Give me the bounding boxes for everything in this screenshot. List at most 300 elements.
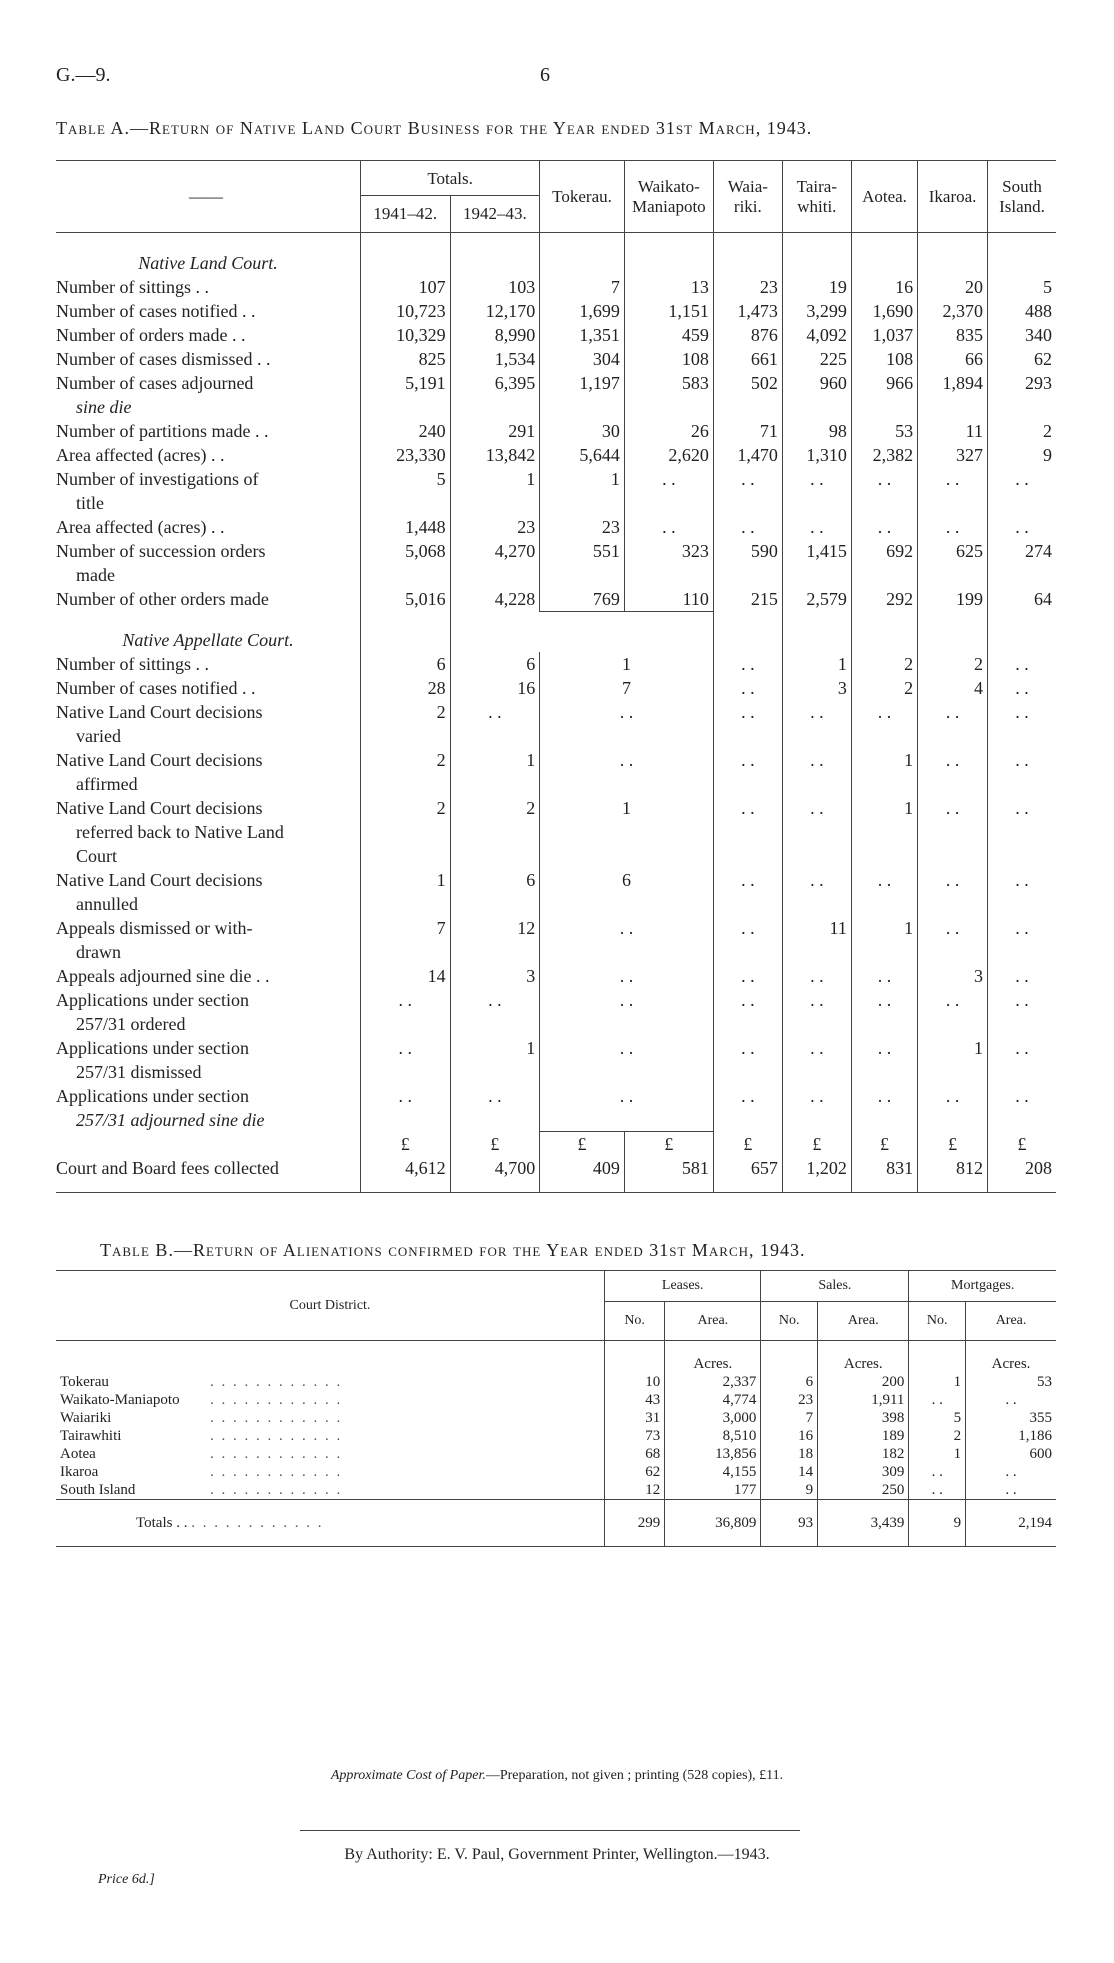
cell: 5,016 <box>361 587 451 612</box>
district-name: Ikaroa . . . . . . . . . . . . <box>60 1464 343 1480</box>
cell: . . <box>966 1481 1056 1500</box>
cell: 2,337 <box>665 1373 761 1391</box>
col-header-tokerau: Tokerau. <box>540 161 625 233</box>
table-row <box>56 587 1056 612</box>
table-b <box>56 1270 1056 1547</box>
cell: . . <box>713 916 782 964</box>
cell: 4,774 <box>665 1391 761 1409</box>
fees-ikaroa: 812 <box>918 1156 988 1193</box>
cell: 200 <box>818 1373 909 1391</box>
cell: . . <box>782 1036 851 1084</box>
cell: 1,197 <box>540 371 625 419</box>
cell: . . <box>918 467 988 515</box>
cell: 2 <box>450 796 540 868</box>
cell: 8,990 <box>450 323 540 347</box>
cell: . . <box>988 515 1057 539</box>
cell: 2,579 <box>782 587 851 612</box>
fees-waikato: 581 <box>624 1156 713 1193</box>
cell: . . <box>966 1391 1056 1409</box>
col-header-1942-43: 1942–43. <box>450 196 540 233</box>
table-row <box>56 652 1056 676</box>
cell: 398 <box>818 1409 909 1427</box>
cell: 23 <box>540 515 625 539</box>
table-b-title-prefix: Table B. <box>100 1240 174 1260</box>
cell: . . <box>988 748 1057 796</box>
fees-1941-42: 4,612 <box>361 1156 451 1193</box>
cell: 769 <box>540 587 625 612</box>
cell: 107 <box>361 275 451 299</box>
cell: 10,723 <box>361 299 451 323</box>
acres-unit: Acres. <box>818 1341 909 1374</box>
table-row <box>56 964 1056 988</box>
cell: . . <box>851 1084 917 1132</box>
fees-tairawhiti: 1,202 <box>782 1156 851 1193</box>
cell: 62 <box>988 347 1057 371</box>
cell: . . <box>713 515 782 539</box>
cell: 4,092 <box>782 323 851 347</box>
total-sales-no: 93 <box>761 1500 818 1547</box>
total-leases-area: 36,809 <box>665 1500 761 1547</box>
table-a-title-prefix: Table A. <box>56 118 130 138</box>
cell: . . <box>909 1481 966 1500</box>
row-label: Number of succession orders made <box>56 541 266 585</box>
cell: . . <box>540 748 714 796</box>
cell: 291 <box>450 419 540 443</box>
cell: 11 <box>918 419 988 443</box>
cost-label: Approximate Cost of Paper. <box>330 1768 486 1783</box>
cell: 7 <box>540 275 625 299</box>
pound-sign: £ <box>361 1132 451 1157</box>
table-row <box>56 988 1056 1036</box>
row-label: Number of orders made . . <box>56 325 246 345</box>
cell: . . <box>851 988 917 1036</box>
authority-line: By Authority: E. V. Paul, Government Printer, Wellington.—1943. <box>344 1846 770 1863</box>
cell: 8,510 <box>665 1427 761 1445</box>
row-label: Native Land Court decisions varied <box>56 701 263 746</box>
cell: 108 <box>624 347 713 371</box>
cost-note <box>0 1768 1114 1784</box>
row-label: Number of cases dismissed . . <box>56 349 271 369</box>
totals-label: Totals . . . . . . . . . . . . . . <box>136 1515 324 1531</box>
cell: 4,228 <box>450 587 540 612</box>
cell: 1 <box>450 748 540 796</box>
cell: 5 <box>988 275 1057 299</box>
acres-unit: Acres. <box>966 1341 1056 1374</box>
cell: 199 <box>918 587 988 612</box>
cell: 1 <box>851 796 917 868</box>
cell: 1 <box>540 652 714 676</box>
cell: 53 <box>851 419 917 443</box>
cell: 28 <box>361 676 451 700</box>
fees-1942-43: 4,700 <box>450 1156 540 1193</box>
cell: 23 <box>713 275 782 299</box>
cell: . . <box>918 868 988 916</box>
table-row <box>56 868 1056 916</box>
cell: 3 <box>782 676 851 700</box>
mortgages-area-header: Area. <box>966 1302 1056 1341</box>
table-row <box>56 1445 1056 1463</box>
cell: 1,310 <box>782 443 851 467</box>
sales-no-header: No. <box>761 1302 818 1341</box>
cell: . . <box>540 916 714 964</box>
totals-row <box>56 1500 1056 1547</box>
cell: . . <box>909 1391 966 1409</box>
pound-sign: £ <box>988 1132 1057 1157</box>
cell: 825 <box>361 347 451 371</box>
cell: 835 <box>918 323 988 347</box>
cell: . . <box>909 1463 966 1481</box>
cell: . . <box>540 1036 714 1084</box>
row-label: Area affected (acres) . . <box>56 517 225 537</box>
cell: 1,894 <box>918 371 988 419</box>
row-label: Number of cases notified . . <box>56 301 256 321</box>
cell: 1,911 <box>818 1391 909 1409</box>
cell: 66 <box>918 347 988 371</box>
row-label: Appeals adjourned sine die . . <box>56 965 270 986</box>
cell: 966 <box>851 371 917 419</box>
table-a-title-text: —Return of Native Land Court Business for the Year ended 31st March, 1943. <box>129 118 813 138</box>
cell: 31 <box>605 1409 665 1427</box>
cell: . . <box>988 868 1057 916</box>
cell: 20 <box>918 275 988 299</box>
col-header-aotea: Aotea. <box>851 161 917 233</box>
cell: 4,155 <box>665 1463 761 1481</box>
cell: 108 <box>851 347 917 371</box>
cell: . . <box>988 988 1057 1036</box>
cell: 177 <box>665 1481 761 1500</box>
cell: 6 <box>761 1373 818 1391</box>
cell: 502 <box>713 371 782 419</box>
cell: 23 <box>450 515 540 539</box>
col-header-waiariki: Waia-riki. <box>713 161 782 233</box>
sales-area-header: Area. <box>818 1302 909 1341</box>
cell: . . <box>713 1036 782 1084</box>
cell: . . <box>450 700 540 748</box>
cell: . . <box>540 1084 714 1132</box>
cell: 2 <box>988 419 1057 443</box>
cell: 4 <box>918 676 988 700</box>
cell: 53 <box>966 1373 1056 1391</box>
table-row <box>56 916 1056 964</box>
cell: 14 <box>761 1463 818 1481</box>
cell: 1 <box>361 868 451 916</box>
cell: 12,170 <box>450 299 540 323</box>
cell: 1,534 <box>450 347 540 371</box>
cell: 355 <box>966 1409 1056 1427</box>
cell: 14 <box>361 964 451 988</box>
cell: . . <box>713 676 782 700</box>
cell: 19 <box>782 275 851 299</box>
cell: . . <box>966 1463 1056 1481</box>
table-row <box>56 323 1056 347</box>
cell: 18 <box>761 1445 818 1463</box>
row-label: Native Land Court decisions referred back to Native Land Court <box>56 797 284 866</box>
pound-sign: £ <box>851 1132 917 1157</box>
table-row <box>56 419 1056 443</box>
table-a-stub-header: —— <box>189 186 223 206</box>
cell: . . <box>782 796 851 868</box>
table-row <box>56 700 1056 748</box>
table-row <box>56 1463 1056 1481</box>
cell: 2,620 <box>624 443 713 467</box>
cell: 625 <box>918 539 988 587</box>
cell: 225 <box>782 347 851 371</box>
table-row <box>56 1373 1056 1391</box>
cell: 1 <box>909 1373 966 1391</box>
table-row <box>56 1391 1056 1409</box>
table-row <box>56 443 1056 467</box>
cell: 26 <box>624 419 713 443</box>
cell: 1 <box>851 748 917 796</box>
cell: . . <box>988 676 1057 700</box>
cell: 73 <box>605 1427 665 1445</box>
district-name: Tairawhiti . . . . . . . . . . . . <box>60 1428 343 1444</box>
cell: 13 <box>624 275 713 299</box>
cell: 7 <box>761 1409 818 1427</box>
fees-aotea: 831 <box>851 1156 917 1193</box>
cell: 1 <box>782 652 851 676</box>
cell: . . <box>988 700 1057 748</box>
cell: 30 <box>540 419 625 443</box>
cell: . . <box>851 467 917 515</box>
cell: 6 <box>361 652 451 676</box>
table-row <box>56 676 1056 700</box>
section-native-appellate-court: Native Appellate Court. <box>122 629 294 650</box>
row-label: Appeals dismissed or with- drawn <box>56 917 253 962</box>
cell: 5,068 <box>361 539 451 587</box>
cell: 110 <box>624 587 713 612</box>
cell: 6 <box>450 652 540 676</box>
fees-south-island: 208 <box>988 1156 1057 1193</box>
cell: . . <box>851 1036 917 1084</box>
cell: 189 <box>818 1427 909 1445</box>
cell: 23,330 <box>361 443 451 467</box>
cell: . . <box>988 796 1057 868</box>
row-label: Number of cases notified . . <box>56 677 256 698</box>
cell: 1,037 <box>851 323 917 347</box>
cell: . . <box>540 988 714 1036</box>
cell: 240 <box>361 419 451 443</box>
cell: 2,382 <box>851 443 917 467</box>
cell: . . <box>361 1084 451 1132</box>
table-row <box>56 1427 1056 1445</box>
pound-sign: £ <box>450 1132 540 1157</box>
fees-waiariki: 657 <box>713 1156 782 1193</box>
cell: . . <box>988 916 1057 964</box>
cell: . . <box>851 700 917 748</box>
table-row <box>56 275 1056 299</box>
group-header-sales: Sales. <box>761 1271 909 1302</box>
cell: 2 <box>918 652 988 676</box>
col-header-ikaroa: Ikaroa. <box>918 161 988 233</box>
col-header-tairawhiti: Taira-whiti. <box>782 161 851 233</box>
cell: 327 <box>918 443 988 467</box>
cell: . . <box>918 700 988 748</box>
total-mortgages-area: 2,194 <box>966 1500 1056 1547</box>
table-row <box>56 539 1056 587</box>
table-row <box>56 515 1056 539</box>
cell: . . <box>782 748 851 796</box>
cell: 551 <box>540 539 625 587</box>
cell: 182 <box>818 1445 909 1463</box>
cell: . . <box>918 796 988 868</box>
cell: . . <box>361 988 451 1036</box>
fees-label: Court and Board fees collected <box>56 1158 279 1178</box>
col-header-south-island: South Island. <box>988 161 1057 233</box>
cell: 1 <box>851 916 917 964</box>
cell: 323 <box>624 539 713 587</box>
table-b-title-text: —Return of Alienations confirmed for the Year ended 31st March, 1943. <box>173 1240 806 1260</box>
cell: 103 <box>450 275 540 299</box>
cell: 215 <box>713 587 782 612</box>
table-row <box>56 748 1056 796</box>
cell: 1 <box>909 1445 966 1463</box>
cell: 1,351 <box>540 323 625 347</box>
cell: 1,699 <box>540 299 625 323</box>
col-header-waikato: Waikato-Maniapoto <box>624 161 713 233</box>
table-a <box>56 160 1056 1193</box>
row-label: Number of investigations of title <box>56 469 259 513</box>
cell: 1,415 <box>782 539 851 587</box>
pound-sign: £ <box>918 1132 988 1157</box>
cell: 12 <box>605 1481 665 1500</box>
cell: 1 <box>450 1036 540 1084</box>
cell: 10 <box>605 1373 665 1391</box>
row-label: Number of sittings . . <box>56 277 209 297</box>
cell: . . <box>782 700 851 748</box>
cell: 661 <box>713 347 782 371</box>
cell: 71 <box>713 419 782 443</box>
cell: 6 <box>450 868 540 916</box>
totals-header: Totals. <box>361 161 540 196</box>
cell: 304 <box>540 347 625 371</box>
cell: 7 <box>361 916 451 964</box>
cell: 2 <box>851 676 917 700</box>
district-name: Waiariki . . . . . . . . . . . . <box>60 1410 343 1426</box>
pound-sign: £ <box>624 1132 713 1157</box>
cell: 292 <box>851 587 917 612</box>
cell: 293 <box>988 371 1057 419</box>
cell: . . <box>624 515 713 539</box>
table-row <box>56 1084 1056 1132</box>
district-name: Waikato-Maniapoto . . . . . . . . . . . . <box>60 1392 343 1408</box>
row-label: Area affected (acres) . . <box>56 445 225 465</box>
cell: 6,395 <box>450 371 540 419</box>
total-sales-area: 3,439 <box>818 1500 909 1547</box>
cell: . . <box>713 988 782 1036</box>
table-a-title <box>56 118 812 139</box>
cell: 3 <box>918 964 988 988</box>
fees-tokerau: 409 <box>540 1156 625 1193</box>
cell: . . <box>540 700 714 748</box>
cell: . . <box>782 964 851 988</box>
cost-text: —Preparation, not given ; printing (528 copies), £11. <box>485 1768 784 1783</box>
cell: 600 <box>966 1445 1056 1463</box>
cell: . . <box>988 1036 1057 1084</box>
cell: . . <box>918 1084 988 1132</box>
pound-sign: £ <box>782 1132 851 1157</box>
cell: . . <box>918 916 988 964</box>
leases-area-header: Area. <box>665 1302 761 1341</box>
table-b-title <box>100 1240 806 1261</box>
cell: 340 <box>988 323 1057 347</box>
cell: . . <box>713 796 782 868</box>
cell: 12 <box>450 916 540 964</box>
cell: . . <box>782 515 851 539</box>
acres-unit: Acres. <box>665 1341 761 1374</box>
cell: 5,191 <box>361 371 451 419</box>
cell: 1,151 <box>624 299 713 323</box>
cell: 2,370 <box>918 299 988 323</box>
cell: 2 <box>851 652 917 676</box>
cell: 9 <box>988 443 1057 467</box>
cell: . . <box>851 964 917 988</box>
cell: 1,186 <box>966 1427 1056 1445</box>
cell: . . <box>988 467 1057 515</box>
cell: 2 <box>909 1427 966 1445</box>
cell: 590 <box>713 539 782 587</box>
cell: 98 <box>782 419 851 443</box>
group-header-leases: Leases. <box>605 1271 761 1302</box>
cell: 876 <box>713 323 782 347</box>
cell: . . <box>782 467 851 515</box>
cell: 1,448 <box>361 515 451 539</box>
cell: 3,299 <box>782 299 851 323</box>
cell: . . <box>851 868 917 916</box>
row-label: Number of other orders made <box>56 589 269 609</box>
row-label: Native Land Court decisions annulled <box>56 869 263 914</box>
row-label: Applications under section 257/31 ordered <box>56 989 249 1034</box>
cell: . . <box>540 964 714 988</box>
cell: . . <box>782 1084 851 1132</box>
row-label: Number of cases adjourned sine die <box>56 373 254 417</box>
cell: 23 <box>761 1391 818 1409</box>
cell: 3 <box>450 964 540 988</box>
district-name: South Island . . . . . . . . . . . . <box>60 1482 343 1498</box>
cell: . . <box>713 467 782 515</box>
district-name: Aotea . . . . . . . . . . . . <box>60 1446 343 1462</box>
cell: . . <box>918 515 988 539</box>
cell: 459 <box>624 323 713 347</box>
table-row <box>56 467 1056 515</box>
cell: 1 <box>450 467 540 515</box>
cell: 1 <box>540 796 714 868</box>
section-native-land-court: Native Land Court. <box>138 253 278 273</box>
cell: 583 <box>624 371 713 419</box>
cell: 64 <box>988 587 1057 612</box>
cell: . . <box>450 1084 540 1132</box>
table-row <box>56 1036 1056 1084</box>
col-header-1941-42: 1941–42. <box>361 196 451 233</box>
cell: . . <box>624 467 713 515</box>
cell: . . <box>918 748 988 796</box>
cell: 16 <box>450 676 540 700</box>
pound-sign: £ <box>713 1132 782 1157</box>
mortgages-no-header: No. <box>909 1302 966 1341</box>
table-row <box>56 1481 1056 1500</box>
fees-row <box>56 1156 1056 1193</box>
col-header-court-district: Court District. <box>289 1297 371 1313</box>
page-number: 6 <box>540 64 550 86</box>
cell: 1 <box>918 1036 988 1084</box>
cell: 10,329 <box>361 323 451 347</box>
cell: 309 <box>818 1463 909 1481</box>
cell: 1 <box>540 467 625 515</box>
cell: . . <box>988 964 1057 988</box>
table-row <box>56 371 1056 419</box>
cell: 4,270 <box>450 539 540 587</box>
cell: . . <box>851 515 917 539</box>
